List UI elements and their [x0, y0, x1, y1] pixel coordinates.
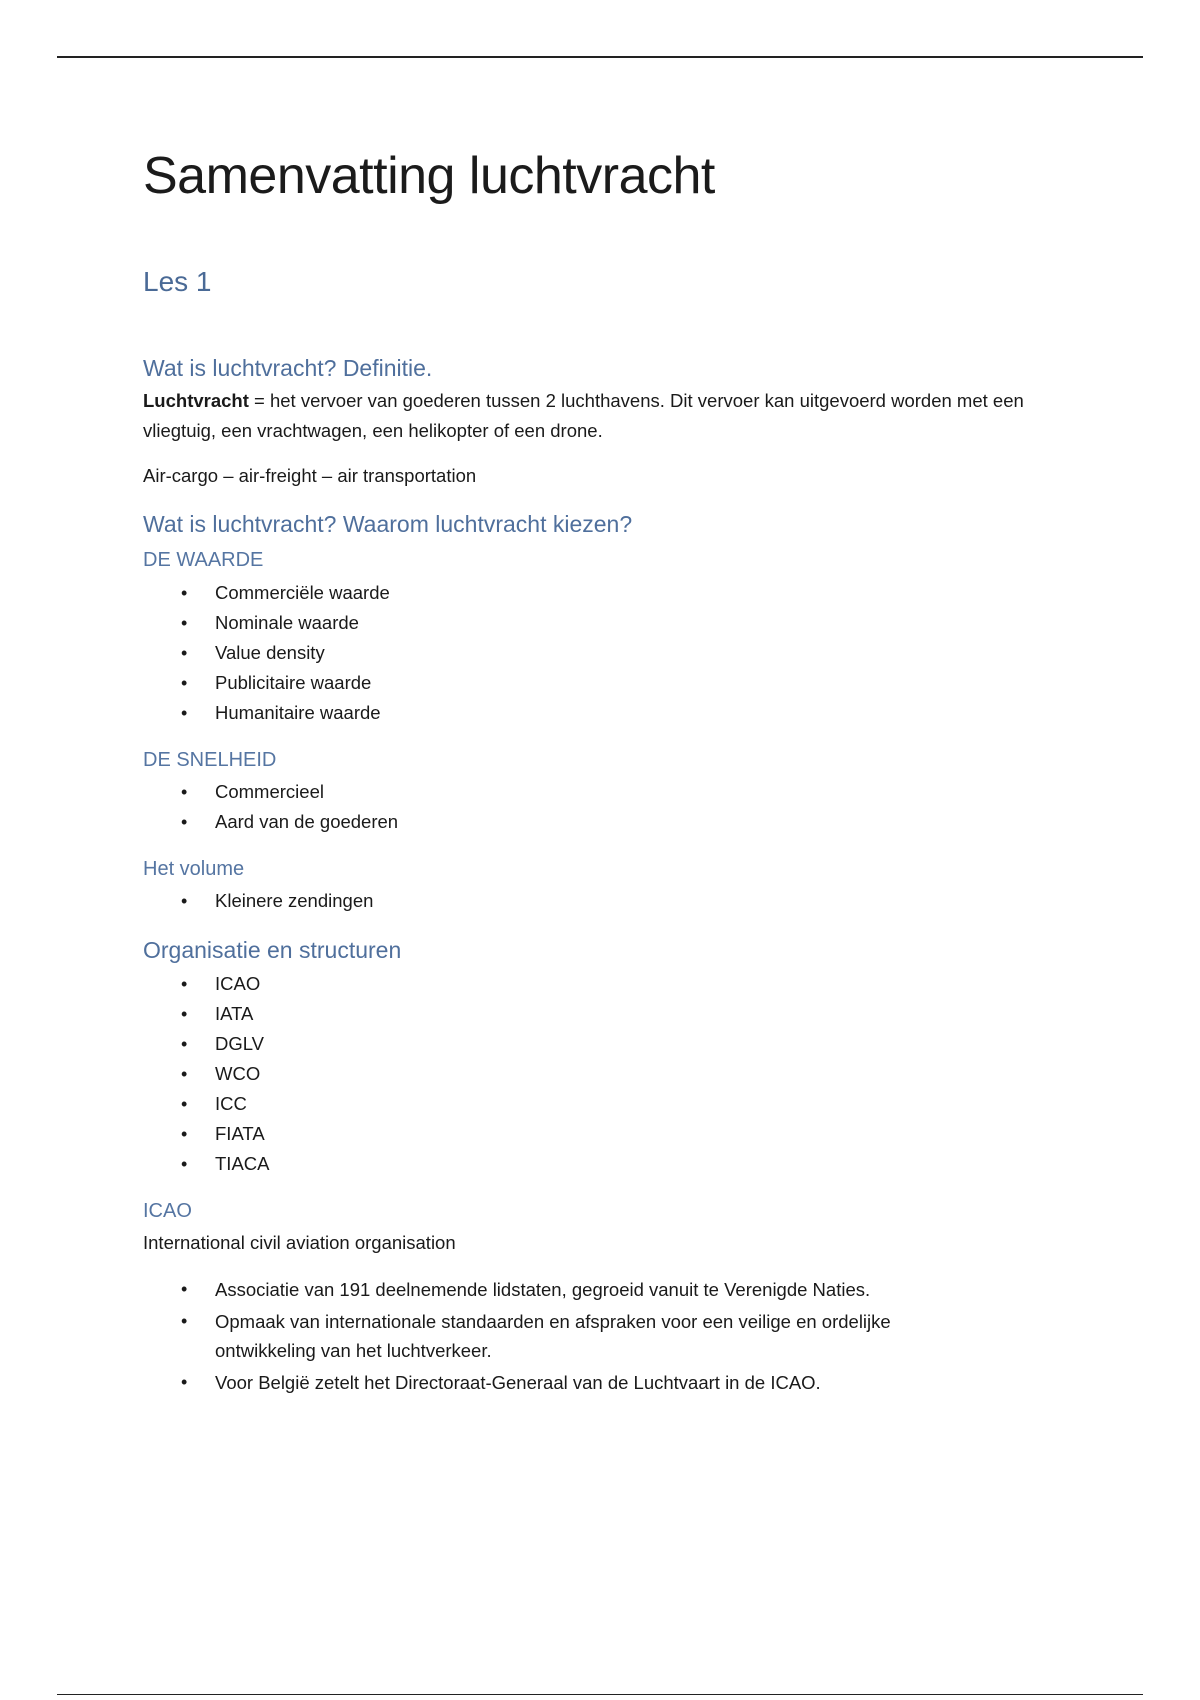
organisation-list — [143, 969, 1043, 1179]
list-item-text: Aard van de goederen — [215, 811, 399, 832]
bullet-icon: • — [181, 782, 188, 802]
list-item-text: Commercieel — [215, 781, 324, 802]
list-item-text: DGLV — [215, 1033, 265, 1054]
list-item — [143, 1307, 973, 1365]
list-item — [143, 1368, 973, 1397]
bullet-icon: • — [181, 1154, 188, 1174]
speed-list — [143, 777, 1043, 837]
list-item — [143, 969, 1043, 999]
list-item — [143, 668, 1043, 698]
list-item-text: Voor België zetelt het Directoraat-Generaal van de Luchtvaart in de ICAO. — [215, 1372, 821, 1393]
bullet-icon: • — [181, 613, 188, 633]
definition-heading: Wat is luchtvracht? Definitie. — [143, 355, 433, 381]
bullet-icon: • — [181, 1279, 188, 1299]
volume-list — [143, 886, 1043, 916]
icao-full-name: International civil aviation organisation — [143, 1232, 456, 1253]
top-rule — [57, 56, 1143, 58]
speed-heading: DE SNELHEID — [143, 749, 277, 771]
list-item — [143, 777, 1043, 807]
list-item-text: Humanitaire waarde — [215, 702, 381, 723]
definition-text: = het vervoer van goederen tussen 2 luchthavens. Dit vervoer kan uitgevoerd worden met een vliegtuig, een vrachtwagen, een helikopter of een drone. — [143, 390, 1024, 441]
bullet-icon: • — [181, 974, 188, 994]
organisation-heading: Organisatie en structuren — [143, 937, 402, 963]
bullet-icon: • — [181, 703, 188, 723]
list-item — [143, 578, 1043, 608]
list-item — [143, 698, 1043, 728]
list-item-text: Commerciële waarde — [215, 582, 390, 603]
bullet-icon: • — [181, 1372, 188, 1392]
bullet-icon: • — [181, 643, 188, 663]
bullet-icon: • — [181, 1034, 188, 1054]
list-item-text: Opmaak van internationale standaarden en afspraken voor een veilige en ordelijke ontwikkeling van het luchtverkeer. — [215, 1311, 891, 1361]
bullet-icon: • — [181, 1094, 188, 1114]
definition-term: Luchtvracht — [143, 390, 249, 411]
list-item — [143, 638, 1043, 668]
icao-heading: ICAO — [143, 1200, 192, 1222]
bullet-icon: • — [181, 673, 188, 693]
list-item-text: ICAO — [215, 973, 261, 994]
bullet-icon: • — [181, 812, 188, 832]
bullet-icon: • — [181, 891, 188, 911]
definition-paragraph — [143, 386, 1043, 446]
list-item-text: Kleinere zendingen — [215, 890, 374, 911]
bullet-icon: • — [181, 583, 188, 603]
list-item — [143, 999, 1043, 1029]
why-heading: Wat is luchtvracht? Waarom luchtvracht kiezen? — [143, 511, 633, 537]
list-item — [143, 807, 1043, 837]
bullet-icon: • — [181, 1311, 188, 1331]
list-item — [143, 608, 1043, 638]
list-item-text: Value density — [215, 642, 325, 663]
bullet-icon: • — [181, 1124, 188, 1144]
list-item-text: Publicitaire waarde — [215, 672, 372, 693]
volume-heading: Het volume — [143, 858, 245, 880]
list-item — [143, 1149, 1043, 1179]
list-item — [143, 1089, 1043, 1119]
bullet-icon: • — [181, 1064, 188, 1084]
list-item — [143, 1029, 1043, 1059]
synonyms-line: Air-cargo – air-freight – air transportation — [143, 465, 477, 486]
list-item-text: TIACA — [215, 1153, 270, 1174]
list-item-text: WCO — [215, 1063, 261, 1084]
list-item — [143, 1059, 1043, 1089]
document-title: Samenvatting luchtvracht — [143, 147, 715, 205]
list-item — [143, 1119, 1043, 1149]
list-item — [143, 886, 1043, 916]
value-heading: DE WAARDE — [143, 549, 264, 571]
bullet-icon: • — [181, 1004, 188, 1024]
bottom-rule — [57, 1694, 1143, 1695]
lesson-heading: Les 1 — [143, 266, 212, 297]
value-list — [143, 578, 1043, 728]
icao-list — [143, 1275, 973, 1400]
list-item — [143, 1275, 973, 1304]
list-item-text: Nominale waarde — [215, 612, 359, 633]
list-item-text: ICC — [215, 1093, 247, 1114]
list-item-text: FIATA — [215, 1123, 265, 1144]
list-item-text: IATA — [215, 1003, 254, 1024]
list-item-text: Associatie van 191 deelnemende lidstaten, gegroeid vanuit te Verenigde Naties. — [215, 1279, 871, 1300]
